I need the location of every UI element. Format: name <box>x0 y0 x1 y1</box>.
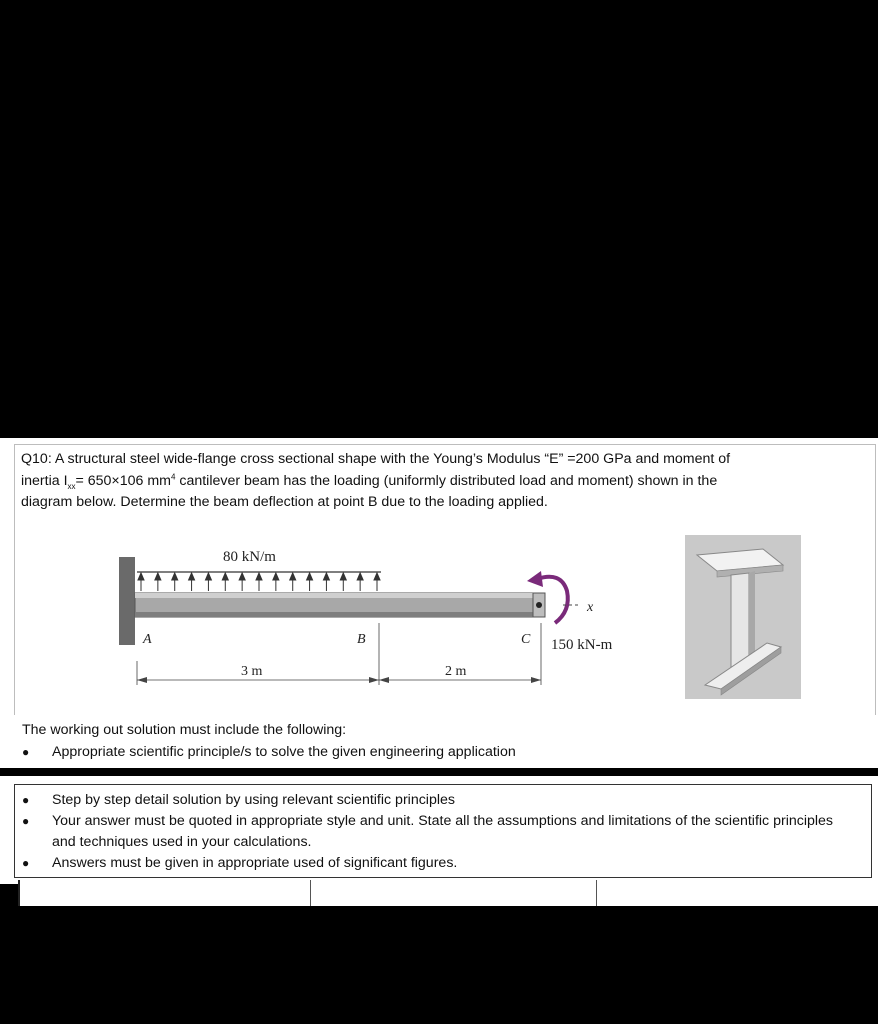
table-column-separator <box>310 880 311 906</box>
dim-arrow-c <box>531 677 541 683</box>
question-line-1: Q10: A structural steel wide-flange cross sectional shape with the Young’s Modulus “E” =200 GPa and moment of <box>21 451 731 467</box>
dim-bc-label: 2 m <box>445 664 467 679</box>
document-page-upper <box>0 438 878 768</box>
dim-arrow-a <box>137 677 147 683</box>
requirements-intro: The working out solution must include the following: <box>22 722 347 738</box>
load-arrow-head <box>172 573 178 580</box>
load-arrow-head <box>239 573 245 580</box>
load-arrow-head <box>155 573 161 580</box>
requirement-item-3 <box>22 811 852 853</box>
bullet-icon: ● <box>22 814 30 828</box>
bullet-icon: ● <box>22 856 30 870</box>
point-c-dot <box>536 602 542 608</box>
fixed-wall <box>119 557 135 645</box>
q-line2-rest: cantilever beam has the loading (uniformly distributed load and moment) shown in the <box>175 472 718 489</box>
beam-flange-bottom <box>135 612 543 617</box>
load-arrow-head <box>273 573 279 580</box>
load-arrow-head <box>256 573 262 580</box>
load-arrow-head <box>307 573 313 580</box>
moment-arrowhead <box>527 571 543 587</box>
requirement-item-4 <box>22 853 852 874</box>
q-inertia-label: inertia I <box>21 472 68 489</box>
question-line-2 <box>21 471 861 493</box>
requirement-text-1: Appropriate scientific principle/s to solve the given engineering application <box>52 744 516 760</box>
requirement-text-4: Answers must be given in appropriate used of significant figures. <box>52 855 458 871</box>
load-arrow-head <box>340 573 346 580</box>
load-arrow-head <box>290 573 296 580</box>
point-c-label: C <box>521 632 531 647</box>
document-page-lower <box>0 776 878 884</box>
load-arrow-head <box>374 573 380 580</box>
requirement-item-2 <box>22 790 852 811</box>
q-inertia-sup: 4 <box>170 471 176 481</box>
q-inertia-sub: xx <box>67 481 76 491</box>
load-arrow-head <box>138 573 144 580</box>
bullet-icon: ● <box>22 745 30 759</box>
point-a-label: A <box>143 632 152 647</box>
requirement-text-3: Your answer must be quoted in appropriate style and unit. State all the assumptions and limitations of the scientific principles and techniques used in your calculations. <box>52 813 834 850</box>
beam-flange-top <box>135 593 543 598</box>
table-column-separator <box>596 880 597 906</box>
beam-diagram <box>15 535 875 705</box>
load-arrow-head <box>323 573 329 580</box>
dim-ab-label: 3 m <box>241 664 263 679</box>
dim-arrow-b-right <box>379 677 389 683</box>
table-header-strip <box>18 880 878 906</box>
dim-arrow-b-left <box>369 677 379 683</box>
bullet-icon: ● <box>22 793 30 807</box>
point-b-label: B <box>357 632 366 647</box>
requirement-item-1 <box>22 744 516 760</box>
ibeam-illustration <box>685 535 801 699</box>
question-line-3: diagram below. Determine the beam deflection at point B due to the loading applied. <box>21 494 548 510</box>
load-label: 80 kN/m <box>223 549 276 565</box>
load-arrow-head <box>357 573 363 580</box>
requirement-text-2: Step by step detail solution by using relevant scientific principles <box>52 792 455 808</box>
load-arrow-head <box>189 573 195 580</box>
requirements-list <box>22 790 852 874</box>
distributed-load-arrows <box>138 573 380 591</box>
question-box <box>14 444 876 715</box>
load-arrow-head <box>205 573 211 580</box>
x-axis-label: x <box>587 600 594 615</box>
moment-label: 150 kN-m <box>551 637 613 653</box>
q-inertia-value: = 650×106 mm <box>75 472 171 489</box>
question-text <box>21 449 861 514</box>
load-arrow-head <box>222 573 228 580</box>
